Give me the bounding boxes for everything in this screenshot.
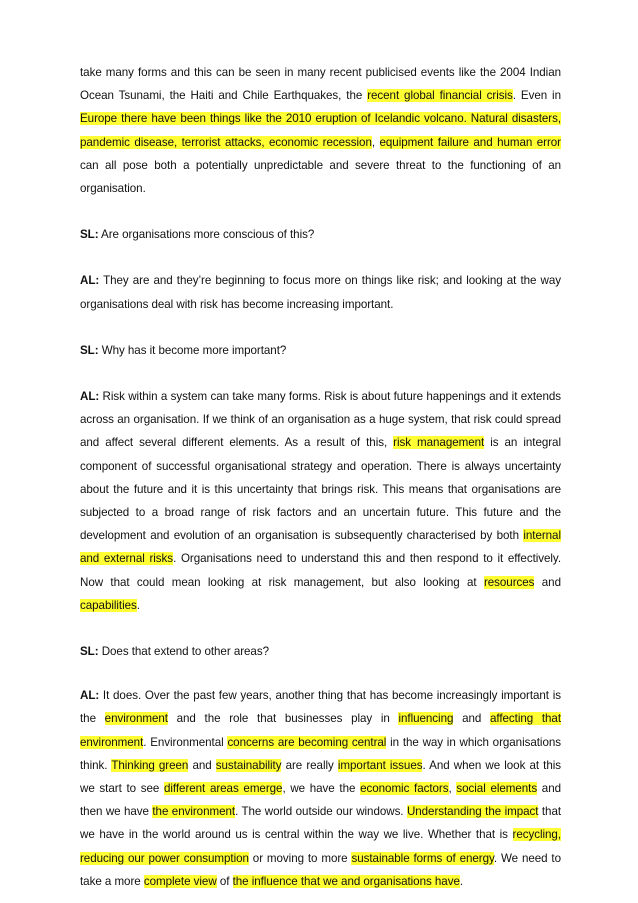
highlight: important issues xyxy=(337,758,423,772)
text-span: and then we have xyxy=(80,782,562,819)
text-span: is an integral component of successful organisational strategy and operation. There is always uncertainty about the future and it is this uncertainty that brings risk. This means that organisations are subjected to a broad range of risk factors and an uncertain future. This future and the development and evolution of an organisation is subsequently characterised by both xyxy=(80,436,561,543)
highlight: concerns are becoming central xyxy=(227,735,387,749)
question-3 xyxy=(80,640,561,663)
highlight: social elements xyxy=(456,782,538,796)
text-span: . Even in xyxy=(512,89,561,103)
highlight: recycling, reducing our power consumption xyxy=(80,828,561,865)
text-span: and xyxy=(188,758,216,772)
text-span: . xyxy=(136,598,140,612)
highlight: complete view xyxy=(143,874,217,888)
answer-text: They are and they’re beginning to focus more on things like risk; and looking at the way organisations deal with risk has become increasing important. xyxy=(80,274,561,311)
text-span: are really xyxy=(281,758,338,772)
highlight: Europe there have been things like the 2010 eruption of Icelandic volcano. Natural disasters, pandemic disease, terrorist attacks, economic recession xyxy=(80,112,561,149)
text-span: . Organisations need to understand this and then respond to it effectively. Now that could mean looking at risk management, but also looking at xyxy=(80,552,561,589)
text-span: . Environmental xyxy=(143,735,228,749)
answer-2 xyxy=(80,385,561,617)
text-span: and xyxy=(453,712,490,726)
question-1 xyxy=(80,223,561,246)
speaker-label: AL: xyxy=(80,689,100,703)
text-span: take many forms and this can be seen in many recent publicised events like the 2004 Indian Ocean Tsunami, the Haiti and Chile Earthquakes, the xyxy=(80,66,561,103)
document-body xyxy=(80,61,561,893)
highlight: capabilities xyxy=(80,598,137,612)
highlight: different areas emerge xyxy=(164,782,283,796)
question-text: Does that extend to other areas? xyxy=(98,645,269,659)
text-span: in the way in which organisations think. xyxy=(80,735,561,772)
highlight: the influence that we and organisations have xyxy=(232,874,460,888)
text-span: , xyxy=(448,782,457,796)
highlight: affecting that environment xyxy=(80,712,561,749)
highlight: Thinking green xyxy=(111,758,189,772)
speaker-label: AL: xyxy=(80,390,100,404)
highlight: internal and external risks xyxy=(80,529,561,566)
text-span: or moving to more xyxy=(248,851,352,865)
text-span: of xyxy=(216,874,233,888)
text-span: and the role that businesses play in xyxy=(167,712,399,726)
question-text: Why has it become more important? xyxy=(98,343,287,357)
text-span: can all pose both a potentially unpredictable and severe threat to the functioning of an organisation. xyxy=(80,158,561,196)
highlight: the environment xyxy=(152,805,236,819)
answer-3 xyxy=(80,684,561,893)
highlight: sustainability xyxy=(215,758,282,772)
highlight: economic factors xyxy=(360,782,449,796)
text-span: , xyxy=(371,135,380,149)
highlight: resources xyxy=(483,575,535,589)
text-span: that we have in the world around us is central within the way we live. Whether that is xyxy=(80,805,562,842)
highlight: recent global financial crisis xyxy=(367,89,513,103)
highlight: environment xyxy=(104,712,168,726)
text-span: It does. Over the past few years, another thing that has become increasingly important is the xyxy=(80,689,561,726)
speaker-label: SL: xyxy=(80,343,99,357)
highlight: Understanding the impact xyxy=(406,805,539,819)
highlight: risk management xyxy=(393,436,485,450)
speaker-label: AL: xyxy=(80,274,100,288)
text-span: and xyxy=(534,575,561,589)
highlight: equipment failure and human error xyxy=(379,135,561,149)
speaker-label: SL: xyxy=(80,228,99,242)
text-span: Risk within a system can take many forms. Risk is about future happenings and it extends across an organisation. If we think of an organisation as a huge system, that risk could spread and affect several different elements. As a result of this, xyxy=(80,390,561,450)
text-span: . xyxy=(459,874,464,888)
highlight: influencing xyxy=(398,712,454,726)
highlight: sustainable forms of energy xyxy=(351,851,494,865)
text-span: , we have the xyxy=(282,782,361,796)
question-2 xyxy=(80,339,561,362)
paragraph-intro xyxy=(80,61,561,200)
answer-1 xyxy=(80,269,561,315)
speaker-label: SL: xyxy=(80,645,99,659)
question-text: Are organisations more conscious of this? xyxy=(98,228,315,242)
text-span: . And when we look at this we start to see xyxy=(80,758,561,796)
text-span: . We need to take a more xyxy=(80,851,562,888)
text-span: . The world outside our windows. xyxy=(235,805,407,819)
